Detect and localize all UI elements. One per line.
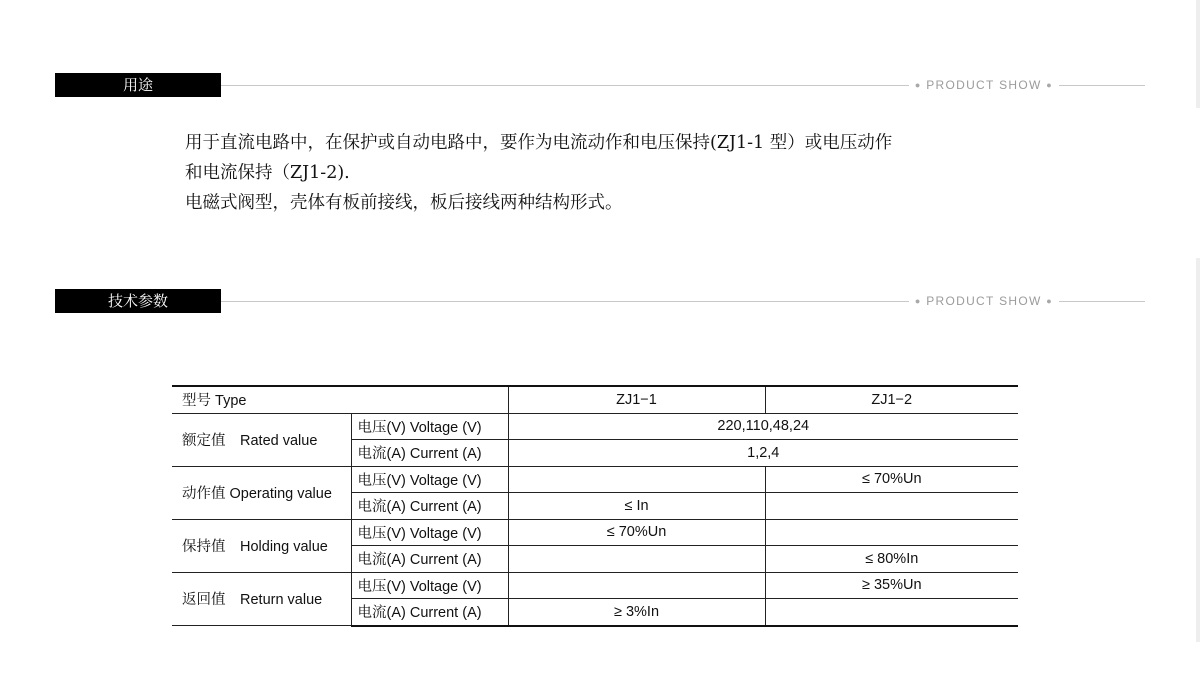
dot-icon: ● [914, 296, 922, 306]
dot-icon: ● [1046, 80, 1053, 90]
value-cell [765, 519, 1018, 546]
category-cell: 返回值 Return value [172, 572, 351, 626]
usage-line-2: 和电流保持（ZJ1-2). [185, 163, 350, 183]
value-cell: 1,2,4 [508, 440, 1018, 467]
zj1-1-header-cell: ZJ1−1 [508, 386, 765, 413]
value-cell: ≤ 70%Un [765, 466, 1018, 493]
spec-table [172, 385, 1018, 627]
usage-description [185, 128, 985, 218]
zj1-2-header-cell: ZJ1−2 [765, 386, 1018, 413]
dot-icon: ● [1046, 296, 1053, 306]
category-cell: 动作值 Operating value [172, 466, 351, 519]
value-cell: ≥ 3%In [508, 599, 765, 626]
value-cell [508, 546, 765, 573]
table-row [172, 572, 1018, 599]
product-show-label: PRODUCT SHOW [926, 294, 1042, 308]
usage-section-title: 用途 [55, 73, 221, 97]
specs-section-title: 技术参数 [55, 289, 221, 313]
param-cell: 电流(A) Current (A) [351, 493, 508, 520]
param-cell: 电压(V) Voltage (V) [351, 466, 508, 493]
table-row [172, 466, 1018, 493]
specs-product-show-tag [909, 293, 1059, 309]
category-cell: 保持值 Holding value [172, 519, 351, 572]
param-cell: 电压(V) Voltage (V) [351, 413, 508, 440]
right-edge-strip-top [1196, 0, 1200, 108]
right-edge-strip-bottom [1196, 258, 1200, 642]
dot-icon: ● [914, 80, 922, 90]
param-cell: 电流(A) Current (A) [351, 599, 508, 626]
value-cell: ≤ 70%Un [508, 519, 765, 546]
usage-section-header [55, 73, 1145, 97]
param-cell: 电流(A) Current (A) [351, 546, 508, 573]
table-row [172, 519, 1018, 546]
value-cell [508, 572, 765, 599]
type-header-cell: 型号 Type [172, 386, 508, 413]
param-cell: 电压(V) Voltage (V) [351, 572, 508, 599]
value-cell [508, 466, 765, 493]
value-cell [765, 493, 1018, 520]
specs-section-header [55, 289, 1145, 313]
table-row [172, 413, 1018, 440]
usage-product-show-tag [909, 77, 1059, 93]
product-show-label: PRODUCT SHOW [926, 78, 1042, 92]
table-header-row [172, 386, 1018, 413]
category-cell: 额定值 Rated value [172, 413, 351, 466]
param-cell: 电流(A) Current (A) [351, 440, 508, 467]
value-cell: ≤ 80%In [765, 546, 1018, 573]
usage-line-1: 用于直流电路中，在保护或自动电路中，要作为电流动作和电压保持(ZJ1-1 型）或电压动作 [185, 133, 893, 153]
param-cell: 电压(V) Voltage (V) [351, 519, 508, 546]
value-cell: 220,110,48,24 [508, 413, 1018, 440]
value-cell [765, 599, 1018, 626]
value-cell: ≤ In [508, 493, 765, 520]
usage-line-3: 电磁式阀型，壳体有板前接线，板后接线两种结构形式。 [185, 193, 623, 213]
value-cell: ≥ 35%Un [765, 572, 1018, 599]
